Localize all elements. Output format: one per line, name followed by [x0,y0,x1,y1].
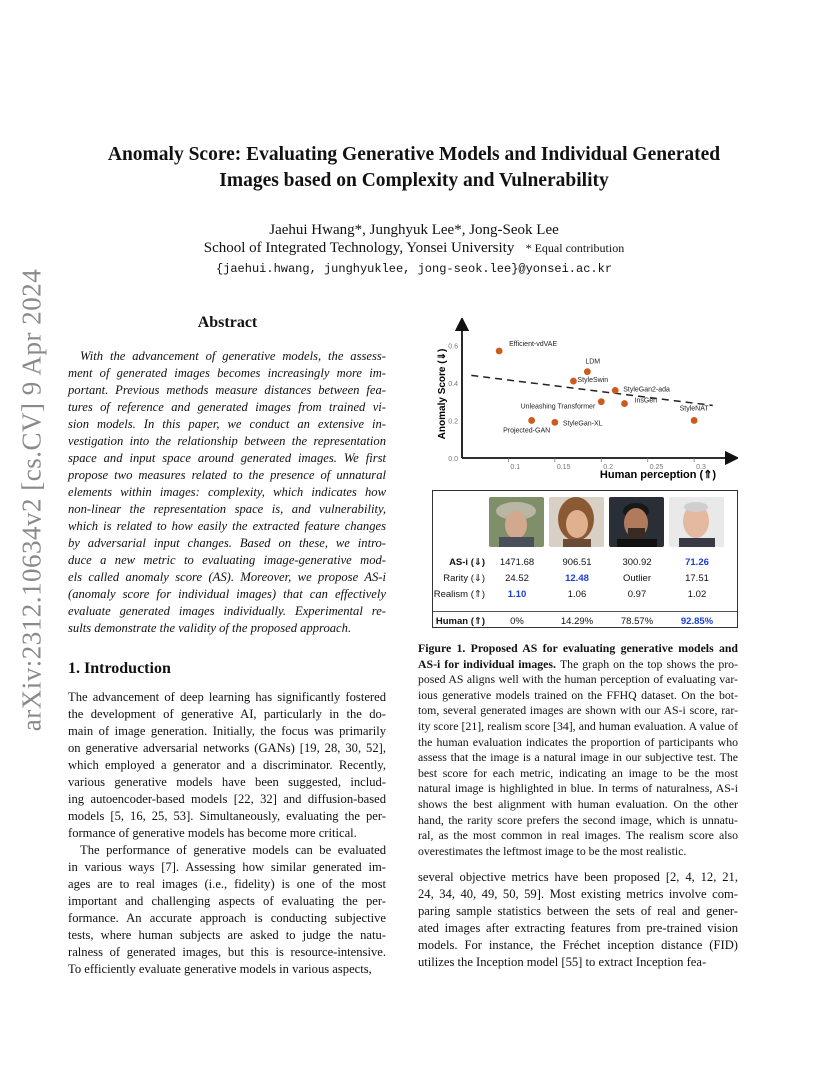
abstract-line: With the advancement of generative models, the assess- [80,349,386,363]
table-divider [433,611,737,612]
y-tick-label: 0.2 [448,418,458,426]
table-cell: 78.57% [620,616,654,627]
abstract-line: sults demonstrate the validity of the proposed approach. [68,621,352,635]
table-cell: Outlier [623,573,651,584]
caption-text: i shows the best alignment with human evaluation. On the other [418,781,738,811]
abstract-line: which is related to how easily the extracted feature changes [68,519,386,533]
table-cell: 300.92 [622,557,652,568]
intro-p1-line: various generative models have been suggested, includ- [68,775,386,789]
data-point-label: Efficient-vdVAE [509,341,558,349]
right-paragraph-line: utilizes the Inception model [55] to extract Inception fea- [418,955,707,969]
abstract-line: els called anomaly score (AS). Moreover, we propose AS-i [68,570,386,584]
author-emails: {jaehui.hwang, junghyuklee, jong-seok.lee}@yonsei.ac.kr [215,262,613,276]
figure-1-score-table [432,490,738,628]
data-point [551,419,558,426]
data-point-label: Projected-GAN [503,427,551,435]
intro-p1-line: ing autoencoder-based models [22, 32] and diffusion-based [68,792,386,806]
table-cell: 24.52 [505,573,529,584]
intro-p2-line: in various ways [7]. Assessing how similar generated im- [68,860,386,874]
intro-p1-line: on generative adversarial networks (GANs) [19, 28, 30, 52], [68,741,386,755]
affiliation [60,240,768,257]
table-cell: 1.02 [687,589,707,600]
caption-text: posed AS aligns well with the human perception of evaluating var- [418,672,738,687]
right-paragraph-line: models. For instance, the Fréchet inception distance (FID) [418,938,738,952]
abstract-line: duce a new metric to evaluating image-generative mod- [68,553,386,567]
intro-p1-line: the development of generative AI, particularly in the do- [68,707,386,721]
caption-text: hand, the rarity score prefers the second image, which is unnatu- [418,812,738,827]
caption-title: Figure 1. Proposed AS for evaluating generative models and AS-i for individual images. [418,641,738,671]
intro-p1-line: formance of generative models has become more critical. [68,826,357,840]
figure-1-scatter-chart [432,318,738,486]
data-point-label: StyleSwin [577,377,609,385]
equal-contribution-note: * Equal contribution [525,241,625,255]
data-point [570,378,577,385]
intro-p2-line: ralness of generated images, but this is resource-intensive. [68,945,386,959]
table-cell: 12.48 [565,573,589,584]
paper-title-line-2: Images based on Complexity and Vulnerability [219,170,609,191]
caption-first-block [418,641,738,859]
affiliation-name: School of Integrated Technology, Yonsei University [203,240,515,256]
table-cell: 0% [510,616,524,627]
data-point-label: StyleNAT [679,405,709,413]
paper-title-line-1: Anomaly Score: Evaluating Generative Models and Individual Generated [107,144,721,165]
abstract-body [68,348,386,637]
data-point [612,387,619,394]
table-cell: 1471.68 [499,557,535,568]
right-paragraph-line: paring sample statistics between the sets of real and gener- [418,904,738,918]
caption-text: overestimates the leftmost image to be the most realistic. [418,843,687,858]
right-column-paragraph [418,869,738,971]
abstract-line: (anomaly score for individual images) that can effectively [68,587,386,601]
data-point [621,400,628,407]
generated-face-image-4 [669,497,724,547]
table-cell: 92.85% [680,616,714,627]
data-point [691,417,698,424]
table-cell: 0.97 [627,589,647,600]
abstract-line: non-linear the representation space is, and vulnerability, [68,502,386,516]
abstract-line: evaluate generated images individually. Experimental re- [68,604,386,618]
abstract-line: by adversarial input changes. Based on these, we intro- [68,536,386,550]
intro-p1-line: which employed a generator and a discriminator. Recently, [68,758,386,772]
caption-text: ral, as the most common in real images. The realism score also [418,828,738,843]
caption-text: who assess that the image is a natural image in our subjective test. [418,734,738,765]
table-cell: 14.29% [560,616,594,627]
generated-face-image-1 [489,497,544,547]
caption-text: natural image is highlighted in blue. In terms of naturalness, AS- [418,781,735,796]
intro-p2-line: important and challenging aspects of evaluating the per- [68,894,386,908]
abstract-line: propose two measures related to the presence of unnatural [68,468,386,482]
caption-text: ious generative models trained on the FFHQ dataset. On the bot- [418,687,738,702]
data-point-label: Unleashing Transformer [520,403,596,411]
y-tick-label: 0.0 [448,456,458,463]
author-list: Jaehui Hwang*, Junghyuk Lee*, Jong-Seok Lee [269,222,559,238]
arxiv-id-text: arXiv:2312.10634v2 [cs.CV] 9 Apr 2024 [16,268,47,732]
intro-p1-line: The advancement of deep learning has significantly fostered [68,690,386,704]
abstract-line: elements within images: complexity, which indicates how [68,485,386,499]
y-axis-label: Anomaly Score (⇓) [437,348,448,440]
data-point [598,398,605,405]
generated-face-image-3 [609,497,664,547]
data-point-label: LDM [585,358,601,366]
abstract-line: sion models. In this paper, we conduct an extensive in- [68,417,386,431]
caption-text: ity score [21], realism score [34], and human evaluation. A value [418,718,729,733]
table-row [433,555,737,571]
caption-text: tom, several generated images are shown with our AS-i score, rar- [418,703,738,718]
x-tick-label: 0.15 [556,464,571,471]
caption-text: The best score for each metric, indicating an image to be the most [418,750,738,780]
intro-p1-line: models [5, 16, 25, 53]. Simultaneously, evaluating the per- [68,809,386,823]
right-paragraph-line: ated images after extracting features from pre-trained vision [418,921,738,935]
intro-p2-line: To efficiently evaluate generative models in various aspects, [68,962,372,976]
abstract-line: vestigation into the relationship between the representation [68,434,386,448]
table-row-label: AS-i (⇓) [449,557,485,568]
abstract-line: portant. Previous methods measure distances between fea- [68,383,386,397]
table-row [433,587,737,603]
table-row [433,614,737,630]
table-cell: 71.26 [685,557,709,568]
y-tick-label: 0.4 [448,380,458,388]
data-point-label: StyleGan2-ada [623,386,670,394]
intro-p2-line: tests, where human subjects are asked to judge the natu- [68,928,386,942]
table-cell: 906.51 [562,557,592,568]
x-tick-label: 0.3 [696,464,706,471]
table-row [433,571,737,587]
data-point [584,368,591,375]
table-cell: 17.51 [685,573,709,584]
intro-paragraph-1 [68,689,386,842]
caption-text: The graph on the top shows the pro- [559,656,738,671]
x-tick-label: 0.1 [510,464,521,471]
data-point-label: InsGen [634,397,658,405]
y-tick-label: 0.6 [448,343,458,351]
right-paragraph-line: several objective metrics have been proposed [2, 4, 12, 21, [418,870,738,884]
table-row-label: Rarity (⇓) [443,573,485,584]
table-row-label: Realism (⇑) [433,589,485,600]
abstract-heading: Abstract [197,314,258,331]
abstract-line: tures of reference and generated images from trained vi- [68,400,386,414]
arxiv-identifier [8,268,56,732]
table-cell: 1.06 [567,589,587,600]
abstract-line: space and input space around generated images. We first [68,451,386,465]
section-heading-introduction: 1. Introduction [68,660,171,677]
data-point-label: StyleGan-XL [562,420,603,428]
table-cell: 1.10 [507,589,527,600]
intro-p1-line: main of image generation. Initially, the focus was primarily [68,724,386,738]
data-point [528,417,535,424]
x-tick-label: 0.25 [649,464,664,471]
intro-p2-line: formance. An accurate approach is conducting subjective [68,911,386,925]
abstract-line: ment of generated images becomes increasingly more im- [68,366,386,380]
intro-p2-line: ages are to real images (i.e., fidelity) is one of the most [68,877,386,891]
figure-1-caption [418,641,738,859]
right-paragraph-line: 24, 34, 40, 49, 50, 59]. Most existing metrics involve com- [418,887,738,901]
generated-face-image-2 [549,497,604,547]
x-tick-label: 0.2 [603,464,614,471]
intro-paragraph-2 [68,842,386,978]
table-row-label: Human (⇑) [435,616,485,627]
intro-p2-line: The performance of generative models can be evaluated [80,843,386,857]
x-axis-label: Human perception (⇑) [599,469,717,481]
caption-text: of the human evaluation indicates the proportion of participants [418,718,738,749]
data-point [496,348,503,355]
